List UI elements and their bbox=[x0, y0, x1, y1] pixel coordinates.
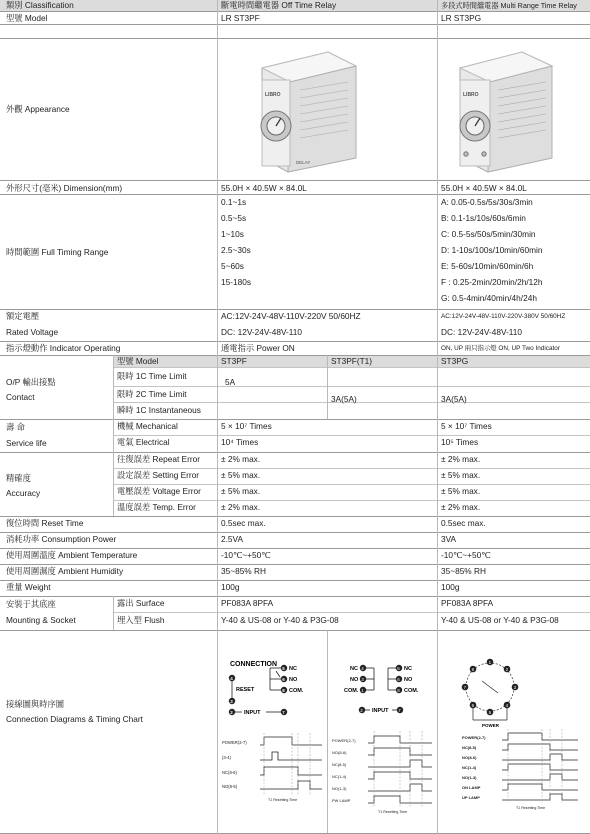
contact-row-label: 限時 2C Time Limit bbox=[117, 389, 187, 399]
svg-text:7: 7 bbox=[282, 710, 285, 715]
model-st3pg: LR ST3PG bbox=[441, 13, 482, 23]
svg-text:NC: NC bbox=[404, 666, 412, 672]
life-value-st3pf: 10⁴ Times bbox=[221, 437, 259, 447]
reset-time-st3pf: 0.5sec max. bbox=[221, 518, 266, 528]
svg-text:4: 4 bbox=[361, 666, 364, 671]
ambient-temp-st3pf: -10℃~+50℃ bbox=[221, 550, 271, 560]
svg-text:T1 Resetting Time: T1 Resetting Time bbox=[378, 810, 408, 814]
svg-text:UP LAMP: UP LAMP bbox=[462, 795, 480, 800]
svg-text:3: 3 bbox=[361, 677, 364, 682]
life-label-en: Service life bbox=[6, 438, 47, 448]
accuracy-row-label: 設定誤差 Setting Error bbox=[117, 470, 200, 480]
contact-label-en: Contact bbox=[6, 392, 35, 402]
svg-text:NO(8-6): NO(8-6) bbox=[462, 755, 477, 760]
ambient-humidity-label: 使用周圍濕度 Ambient Humidity bbox=[6, 566, 124, 576]
mounting-st3pg: PF083A 8PFA bbox=[441, 598, 494, 608]
consumption-st3pg: 3VA bbox=[441, 534, 457, 544]
contact-model-label: 型號 Model bbox=[117, 356, 159, 366]
svg-text:NO(8-5): NO(8-5) bbox=[222, 784, 238, 789]
rated-voltage-st3pg-ac: AC:12V-24V-48V-110V-220V-380V 50/60HZ bbox=[441, 313, 566, 320]
svg-text:8: 8 bbox=[282, 688, 285, 693]
svg-text:NC(1-4): NC(1-4) bbox=[332, 774, 347, 779]
st3pg-connection-diagram bbox=[438, 631, 590, 831]
svg-text:NC(1-4): NC(1-4) bbox=[462, 765, 477, 770]
ambient-temp-label: 使用周圍溫度 Ambient Temperature bbox=[6, 550, 138, 560]
contact-value: 3A(5A) bbox=[331, 394, 357, 404]
accuracy-value-st3pf: ± 2% max. bbox=[221, 454, 261, 464]
accuracy-value-st3pg: ± 5% max. bbox=[441, 470, 481, 480]
accuracy-value-st3pf: ± 5% max. bbox=[221, 470, 261, 480]
st3pf-face-text: DELAY bbox=[296, 160, 311, 165]
st3pf-product-photo bbox=[248, 46, 366, 176]
accuracy-value-st3pg: ± 5% max. bbox=[441, 486, 481, 496]
multi-range-relay-header: 多段式時間繼電器 Multi Range Time Relay bbox=[441, 1, 577, 10]
classification-label: 類別 Classification bbox=[6, 0, 74, 10]
svg-text:POWER: POWER bbox=[482, 723, 500, 728]
svg-text:1: 1 bbox=[361, 688, 364, 693]
timing-st3pg-item: B: 0.1-1s/10s/60s/6min bbox=[441, 213, 526, 223]
dimension-label: 外形尺寸(毫米) Dimension(mm) bbox=[6, 183, 123, 193]
life-value-st3pg: 5 × 10⁷ Times bbox=[441, 421, 492, 431]
svg-text:T1 Resetting Time: T1 Resetting Time bbox=[516, 806, 546, 810]
timing-st3pf-item: 15-180s bbox=[221, 277, 251, 287]
contact-value: 5A bbox=[225, 377, 236, 387]
timing-st3pg-item: E: 5-60s/10min/60min/6h bbox=[441, 261, 534, 271]
mounting-st3pf: Y-40 & US-08 or Y-40 & P3G-08 bbox=[221, 615, 339, 625]
accuracy-value-st3pf: ± 5% max. bbox=[221, 486, 261, 496]
rated-voltage-st3pf-ac: AC:12V-24V-48V-110V-220V 50/60HZ bbox=[221, 311, 361, 321]
svg-text:NC: NC bbox=[350, 666, 358, 672]
accuracy-value-st3pf: ± 2% max. bbox=[221, 502, 261, 512]
st3pf-brand: LIBRO bbox=[265, 92, 281, 98]
contact-col-st3pg: ST3PG bbox=[441, 356, 469, 366]
mounting-row-label: 埋入型 Flush bbox=[117, 615, 165, 625]
svg-text:4: 4 bbox=[230, 676, 233, 681]
diagrams-label-cn: 接線圖與時序圖 bbox=[6, 699, 65, 709]
svg-text:6: 6 bbox=[471, 703, 475, 708]
st3pg-product-photo bbox=[452, 46, 558, 176]
svg-text:PW LAMP: PW LAMP bbox=[332, 798, 351, 803]
weight-label: 重量 Weight bbox=[6, 582, 51, 592]
timing-range-label: 時間範圍 Full Timing Range bbox=[6, 247, 109, 257]
off-time-relay-header: 斷電時間繼電器 Off Time Relay bbox=[221, 0, 337, 10]
svg-text:POWER(2-7): POWER(2-7) bbox=[332, 738, 356, 743]
timing-st3pf-item: 1~10s bbox=[221, 229, 244, 239]
diagrams-label-en: Connection Diagrams & Timing Chart bbox=[6, 714, 143, 724]
svg-text:NC(8-5): NC(8-5) bbox=[462, 745, 477, 750]
accuracy-label-cn: 精確度 bbox=[6, 473, 31, 483]
appearance-label: 外觀 Appearance bbox=[6, 104, 70, 114]
svg-text:POWER(2-7): POWER(2-7) bbox=[462, 735, 486, 740]
svg-text:1: 1 bbox=[488, 660, 492, 665]
life-label-cn: 壽 命 bbox=[6, 422, 25, 432]
mounting-st3pg: Y-40 & US-08 or Y-40 & P3G-08 bbox=[441, 615, 559, 625]
model-label: 型號 Model bbox=[6, 13, 48, 23]
accuracy-row-label: 溫度誤差 Temp. Error bbox=[117, 502, 196, 512]
svg-text:3: 3 bbox=[513, 685, 517, 690]
svg-text:7: 7 bbox=[398, 708, 401, 713]
svg-text:NC(8-6): NC(8-6) bbox=[222, 770, 237, 775]
indicator-st3pg: ON, UP 兩只指示燈 ON, UP Two Indicator bbox=[441, 345, 560, 352]
timing-st3pg-item: D: 1-10s/100s/10min/60min bbox=[441, 245, 543, 255]
svg-text:NO: NO bbox=[350, 677, 359, 683]
timing-st3pg-item: F : 0.25-2min/20min/2h/12h bbox=[441, 277, 543, 287]
rated-voltage-label-cn: 額定電壓 bbox=[6, 311, 40, 321]
mounting-label-en: Mounting & Socket bbox=[6, 615, 76, 625]
consumption-st3pf: 2.5VA bbox=[221, 534, 243, 544]
life-value-st3pf: 5 × 10⁷ Times bbox=[221, 421, 272, 431]
reset-time-label: 復位時間 Reset Time bbox=[6, 518, 84, 528]
ambient-humidity-st3pg: 35~85% RH bbox=[441, 566, 486, 576]
weight-st3pf: 100g bbox=[221, 582, 240, 592]
mounting-label-cn: 安裝于其底座 bbox=[6, 599, 56, 609]
svg-text:NO(1-3): NO(1-3) bbox=[462, 775, 477, 780]
contact-col-st3pf: ST3PF bbox=[221, 356, 247, 366]
life-value-st3pg: 10⁵ Times bbox=[441, 437, 479, 447]
svg-text:NO: NO bbox=[404, 677, 413, 683]
mounting-row-label: 露出 Surface bbox=[117, 598, 165, 608]
svg-text:NC: NC bbox=[289, 666, 297, 672]
svg-text:COM.: COM. bbox=[289, 688, 304, 694]
accuracy-label-en: Accuracy bbox=[6, 488, 41, 498]
timing-st3pg-item: A: 0.05-0.5s/5s/30s/3min bbox=[441, 197, 533, 207]
ambient-humidity-st3pf: 35~85% RH bbox=[221, 566, 266, 576]
timing-st3pf-item: 2.5~30s bbox=[221, 245, 251, 255]
timing-st3pf-item: 5~60s bbox=[221, 261, 244, 271]
st3pf-t1-connection-diagram bbox=[328, 631, 437, 831]
rated-voltage-label-en: Rated Voltage bbox=[6, 327, 59, 337]
timing-st3pg-item: C: 0.5-5s/50s/5min/30min bbox=[441, 229, 536, 239]
dimension-st3pf: 55.0H × 40.5W × 84.0L bbox=[221, 183, 307, 193]
svg-text:2: 2 bbox=[505, 667, 509, 672]
indicator-st3pf: 通電指示 Power ON bbox=[221, 343, 295, 353]
indicator-label: 指示燈動作 Indicator Operating bbox=[6, 343, 121, 353]
accuracy-value-st3pg: ± 2% max. bbox=[441, 454, 481, 464]
svg-text:RESET: RESET bbox=[236, 687, 255, 693]
svg-text:2: 2 bbox=[360, 708, 363, 713]
svg-text:7: 7 bbox=[463, 685, 467, 690]
svg-text:NO(1-3): NO(1-3) bbox=[332, 786, 347, 791]
svg-text:(3-4): (3-4) bbox=[222, 755, 231, 760]
contact-row-label: 限時 1C Time Limit bbox=[117, 371, 187, 381]
svg-text:COM.: COM. bbox=[344, 688, 359, 694]
svg-text:6: 6 bbox=[282, 677, 285, 682]
accuracy-row-label: 往復誤差 Repeat Error bbox=[117, 454, 200, 464]
svg-text:8: 8 bbox=[471, 667, 475, 672]
svg-text:CONNECTION: CONNECTION bbox=[230, 661, 278, 668]
svg-text:NC(8-5): NC(8-5) bbox=[332, 762, 347, 767]
accuracy-row-label: 電壓誤差 Voltage Error bbox=[117, 486, 201, 496]
svg-text:8: 8 bbox=[397, 688, 400, 693]
accuracy-value-st3pg: ± 2% max. bbox=[441, 502, 481, 512]
contact-label-cn: O/P 輸出接點 bbox=[6, 377, 56, 387]
timing-st3pf-item: 0.5~5s bbox=[221, 213, 247, 223]
ambient-temp-st3pg: -10℃~+50℃ bbox=[441, 550, 491, 560]
svg-text:4: 4 bbox=[505, 703, 509, 708]
mounting-st3pf: PF083A 8PFA bbox=[221, 598, 274, 608]
life-row-label: 電氣 Electrical bbox=[117, 437, 170, 447]
svg-text:NO: NO bbox=[289, 677, 298, 683]
contact-value: 3A(5A) bbox=[441, 394, 467, 404]
svg-text:INPUT: INPUT bbox=[372, 708, 389, 714]
svg-text:5: 5 bbox=[282, 666, 285, 671]
svg-text:INPUT: INPUT bbox=[244, 710, 261, 716]
rated-voltage-st3pf-dc: DC: 12V-24V-48V-110 bbox=[221, 327, 303, 337]
contact-col-st3pf-t1: ST3PF(T1) bbox=[331, 356, 373, 366]
svg-text:POWER(2-7): POWER(2-7) bbox=[222, 740, 247, 745]
svg-text:T1 Resetting Time: T1 Resetting Time bbox=[268, 798, 298, 802]
model-st3pf: LR ST3PF bbox=[221, 13, 260, 23]
svg-text:2: 2 bbox=[230, 710, 233, 715]
reset-time-st3pg: 0.5sec max. bbox=[441, 518, 486, 528]
timing-st3pg-item: G: 0.5-4min/40min/4h/24h bbox=[441, 293, 537, 303]
dimension-st3pg: 55.0H × 40.5W × 84.0L bbox=[441, 183, 527, 193]
svg-text:COM.: COM. bbox=[404, 688, 419, 694]
consumption-label: 消耗功率 Consumption Power bbox=[6, 534, 117, 544]
life-row-label: 機械 Mechanical bbox=[117, 421, 178, 431]
svg-text:6: 6 bbox=[397, 677, 400, 682]
weight-st3pg: 100g bbox=[441, 582, 460, 592]
timing-st3pf-item: 0.1~1s bbox=[221, 197, 247, 207]
contact-row-label: 瞬時 1C Instantaneous bbox=[117, 405, 201, 415]
rated-voltage-st3pg-dc: DC: 12V-24V-48V-110 bbox=[441, 327, 523, 337]
st3pg-brand: LIBRO bbox=[463, 92, 479, 98]
svg-text:NO(8-6): NO(8-6) bbox=[332, 750, 347, 755]
svg-text:5: 5 bbox=[397, 666, 400, 671]
st3pf-connection-diagram bbox=[218, 631, 327, 831]
svg-text:3: 3 bbox=[230, 699, 233, 704]
svg-text:5: 5 bbox=[488, 710, 492, 715]
svg-text:ON LAMP: ON LAMP bbox=[462, 785, 481, 790]
